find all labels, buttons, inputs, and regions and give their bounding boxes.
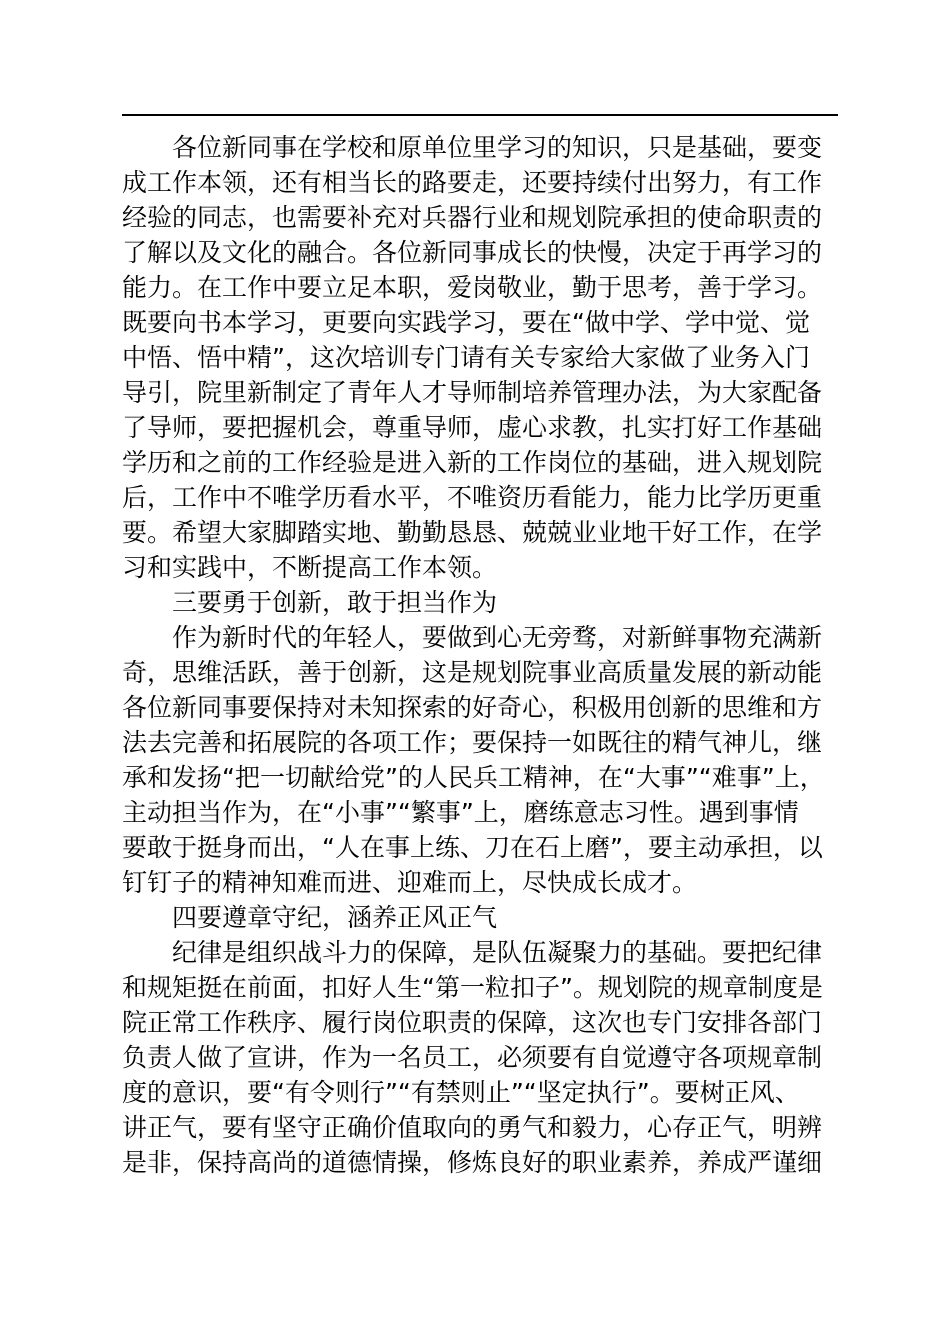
paragraph-line: 中悟、悟中精”，这次培训专门请有关专家给大家做了业务入门 [122,343,810,372]
paragraph-line: 院正常工作秩序、履行岗位职责的保障，这次也专门安排各部门 [122,1008,823,1037]
paragraph-line: 承和发扬“把一切献给党”的人民兵工精神，在“大事”“难事”上， [122,763,825,792]
section-heading: 四要遵章守纪，涵养正风正气 [172,903,498,932]
section-heading: 三要勇于创新，敢于担当作为 [172,588,498,617]
paragraph-line: 学历和之前的工作经验是进入新的工作岗位的基础，进入规划院 [122,448,823,477]
paragraph-line: 经验的同志，也需要补充对兵器行业和规划院承担的使命职责的 [122,203,823,232]
header-rule [122,114,838,116]
paragraph-line: 纪律是组织战斗力的保障，是队伍凝聚力的基础。要把纪律 [172,938,823,967]
paragraph-line: 钉钉子的精神知难而进、迎难而上，尽快成长成才。 [122,868,698,897]
paragraph-line: 作为新时代的年轻人，要做到心无旁骛，对新鲜事物充满新 [172,623,823,652]
paragraph-line: 既要向书本学习，更要向实践学习，要在“做中学、学中觉、觉 [122,308,810,337]
paragraph-line: 习和实践中，不断提高工作本领。 [122,553,498,582]
paragraph-line: 各位新同事在学校和原单位里学习的知识，只是基础，要变 [172,133,823,162]
paragraph-line: 各位新同事要保持对未知探索的好奇心，积极用创新的思维和方 [122,693,823,722]
paragraph-line: 要。希望大家脚踏实地、勤勤恳恳、兢兢业业地干好工作，在学 [122,518,823,547]
paragraph-line: 度的意识，要“有令则行”“有禁则止”“坚定执行”。要树正风、 [122,1078,800,1107]
paragraph-line: 是非，保持高尚的道德情操，修炼良好的职业素养，养成严谨细 [122,1148,823,1177]
paragraph-line: 讲正气，要有坚守正确价值取向的勇气和毅力，心存正气，明辨 [122,1113,823,1142]
paragraph-line: 导引，院里新制定了青年人才导师制培养管理办法，为大家配备 [122,378,823,407]
paragraph-line: 主动担当作为，在“小事”“繁事”上，磨练意志习性。遇到事情 [122,798,799,827]
paragraph-line: 负责人做了宣讲，作为一名员工，必须要有自觉遵守各项规章制 [122,1043,823,1072]
paragraph-line: 了解以及文化的融合。各位新同事成长的快慢，决定于再学习的 [122,238,823,267]
paragraph-line: 后，工作中不唯学历看水平，不唯资历看能力，能力比学历更重 [122,483,823,512]
paragraph-line: 了导师，要把握机会，尊重导师，虚心求教，扎实打好工作基础 [122,413,823,442]
paragraph-line: 奇，思维活跃，善于创新，这是规划院事业高质量发展的新动能 [122,658,823,687]
paragraph-line: 成工作本领，还有相当长的路要走，还要持续付出努力，有工作 [122,168,823,197]
paragraph-line: 和规矩挺在前面，扣好人生“第一粒扣子”。规划院的规章制度是 [122,973,823,1002]
paragraph-line: 法去完善和拓展院的各项工作；要保持一如既往的精气神儿，继 [122,728,823,757]
paragraph-line: 要敢于挺身而出，“人在事上练、刀在石上磨”，要主动承担，以 [122,833,823,862]
paragraph-line: 能力。在工作中要立足本职，爱岗敬业，勤于思考，善于学习。 [122,273,823,302]
